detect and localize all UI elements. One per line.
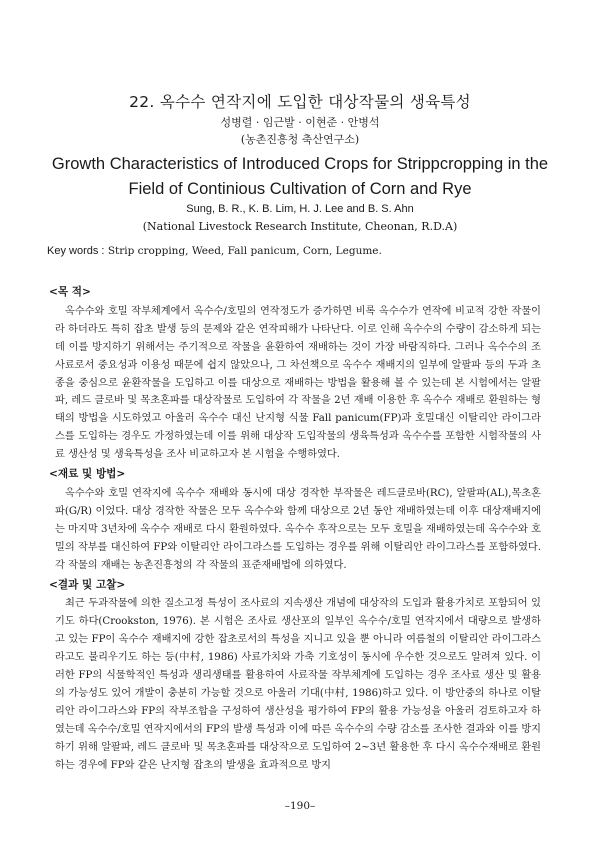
paper-title-english: Growth Characteristics of Introduced Crops for Strippcropping in the Field of Continious Cultivation of Corn and Rye <box>51 155 549 198</box>
section-paragraph: 옥수수와 호밀 연작지에 옥수수 재배와 동시에 대상 경작한 부작물은 레드클로바(RC), 알팔파(AL),목초혼파(G/R) 이었다. 대상 경작한 작물은 모두 옥수수와 함께 대상으로 2년 동안 재배하였는데 이후 대상재배지에는 마지막 3년차에 옥수수 재배로 다시 환원하였다. 옥수수 후작으로는 모두 호밀을 재배하였는데 옥수수와 호밀의 작부를 대신하여 FP와 이탈리안 라이그라스를 도입하는 경우를 위해 이탈리안 라이그라스를 포함하였다. 각 작물의 재배는 농촌진흥청의 각 작물의 표준재배법에 의하였다. <box>55 487 541 571</box>
paper-body <box>49 282 541 775</box>
section-methods <box>49 466 541 574</box>
section-heading: <결과 및 고찰> <box>49 578 126 591</box>
section-heading: <목 적> <box>49 286 91 298</box>
section-purpose <box>49 284 541 464</box>
section-paragraph: 최근 두과작물에 의한 질소고정 특성이 조사료의 지속생산 개념에 대상작의 도입과 활용가치로 포함되어 있기도 하다(Crookston, 1976). 본 시험은 조사료 생산포의 일부인 옥수수/호밀 연작지에서 대량으로 발생하고 있는 FP이 옥수수 재배지에 강한 잡초로서의 특성을 지니고 있을 뿐 아니라 여름철의 이탈리안 라이그라스라고도 불리우기도 하는 등(中村, 1986) 사료가치와 가축 기호성이 동시에 우수한 것으로도 알려져 있다. 이러한 FP의 식물학적인 특성과 생리생태를 활용하여 사료작물 작부체계에 도입하는 경우 조사료 생산 및 활용의 가능성도 있어 개발이 충분히 가능할 것으로 아울러 기대(中村, 1986)하고 있다. 이 방안중의 하나로 이탈리안 라이그라스와 FP의 작부조합을 구성하여 생산성을 평가하여 FP의 활용 가능성을 아울러 검토하고자 하였는데 옥수수/호밀 연작지에서의 FP의 발생 특성과 이에 따른 옥수수의 수량 감소를 조사한 결과와 이를 방지하기 위해 알팔파, 레드 클로바 및 목초혼파를 대상작으로 도입하여 2~3년 활용한 후 다시 옥수수재배로 환원하는 경우에 FP와 같은 난지형 잡초의 발생을 효과적으로 방지 <box>55 598 541 771</box>
authors-english: Sung, B. R., K. B. Lim, H. J. Lee and B. S. Ahn <box>186 203 414 215</box>
section-results <box>49 577 541 775</box>
institution-english: (National Livestock Research Institute, Cheonan, R.D.A) <box>142 220 458 233</box>
paper-title-korean: 22. 옥수수 연작지에 도입한 대상작물의 생육특성 <box>129 93 471 111</box>
section-paragraph: 옥수수와 호밀 작부체계에서 옥수수/호밀의 연작정도가 증가하면 비록 옥수수가 연작에 비교적 강한 작물이라 하더라도 특히 잡초 발생 등의 문제와 같은 연작피해가 나타난다. 이로 인해 옥수수의 수량이 감소하게 되는데 이를 방지하기 위해서는 주기적으로 작물을 윤환하여 재배하는 것이 가장 바람직하다. 그러나 옥수수의 조사료로서 중요성과 이용성 때문에 쉽지 않았으나, 그 차선책으로 옥수수 재배지의 일부에 알팔파 등의 두과 초종을 중심으로 윤환작물을 도입하고 이를 대상으로 재배하는 방법을 활용해 볼 수 있는데 본 시험에서는 알팔파, 레드 클로바 및 목초혼파를 대상작물로 도입하여 각 작물을 2년 재배 이용한 후 옥수수 재배로 환원하는 형태의 방법을 시도하였고 아울러 옥수수 대신 난지형 식물 Fall panicum(FP)과 호밀대신 이탈리안 라이그라스를 도입하는 경우도 가정하였는데 이를 위해 대상작 도입작물의 생육특성과 옥수수를 포함한 시험작물의 사료 생산성 및 생육특성을 조사 비교하고자 본 시험을 수행하였다. <box>55 305 541 461</box>
section-heading: <재료 및 방법> <box>49 468 126 481</box>
authors-korean: 성병렬 · 임근발 · 이현준 · 안병석 <box>220 116 380 129</box>
keywords-line <box>47 245 547 257</box>
keywords-label: Key words : <box>47 245 105 257</box>
institution-korean: (농촌진흥청 축산연구소) <box>240 133 360 146</box>
keywords-text: Strip cropping, Weed, Fall panicum, Corn, Legume. <box>107 245 382 257</box>
page-number: –190– <box>284 800 316 812</box>
